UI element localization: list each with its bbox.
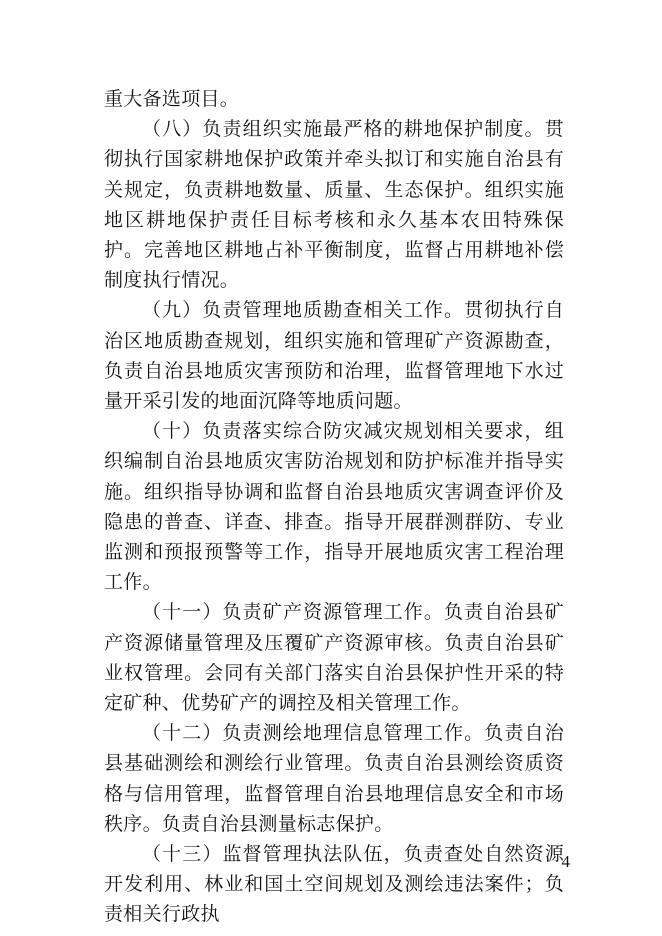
paragraph-item-9: （九）负责管理地质勘查相关工作。贯彻执行自治区地质勘查规划，组织实施和管理矿产资源勘查，负责自治县地质灾害预防和治理，监督管理地下水过量开采引发的地面沉降等地质问题。 bbox=[104, 299, 564, 413]
paragraph-item-10: （十）负责落实综合防灾减灾规划相关要求，组织编制自治县地质灾害防治规划和防护标准并指导实施。组织指导协调和监督自治县地质灾害调查评价及隐患的普查、详查、排查。指导开展群测群防、专业监测和预报预警等工作，指导开展地质灾害工程治理工作。 bbox=[104, 420, 564, 594]
paragraph-item-11: （十一）负责矿产资源管理工作。负责自治县矿产资源储量管理及压覆矿产资源审核。负责自治县矿业权管理。会同有关部门落实自治县保护性开采的特定矿种、优势矿产的调控及相关管理工作。 bbox=[104, 601, 564, 715]
document-body bbox=[104, 84, 564, 930]
page-number: 4 bbox=[561, 852, 570, 871]
paragraph-item-8: （八）负责组织实施最严格的耕地保护制度。贯彻执行国家耕地保护政策并牵头拟订和实施自治县有关规定，负责耕地数量、质量、生态保护。组织实施地区耕地保护责任目标考核和永久基本农田特殊保护。完善地区耕地占补平衡制度，监督占用耕地补偿制度执行情况。 bbox=[104, 118, 564, 292]
paragraph-item-12: （十二）负责测绘地理信息管理工作。负责自治县基础测绘和测绘行业管理。负责自治县测绘资质资格与信用管理，监督管理自治县地理信息安全和市场秩序。负责自治县测量标志保护。 bbox=[104, 722, 564, 835]
paragraph-item-13: （十三）监督管理执法队伍，负责查处自然资源开发利用、林业和国土空间规划及测绘违法案件；负责相关行政执 bbox=[104, 843, 564, 926]
paragraph-continuation: 重大备选项目。 bbox=[104, 88, 240, 110]
